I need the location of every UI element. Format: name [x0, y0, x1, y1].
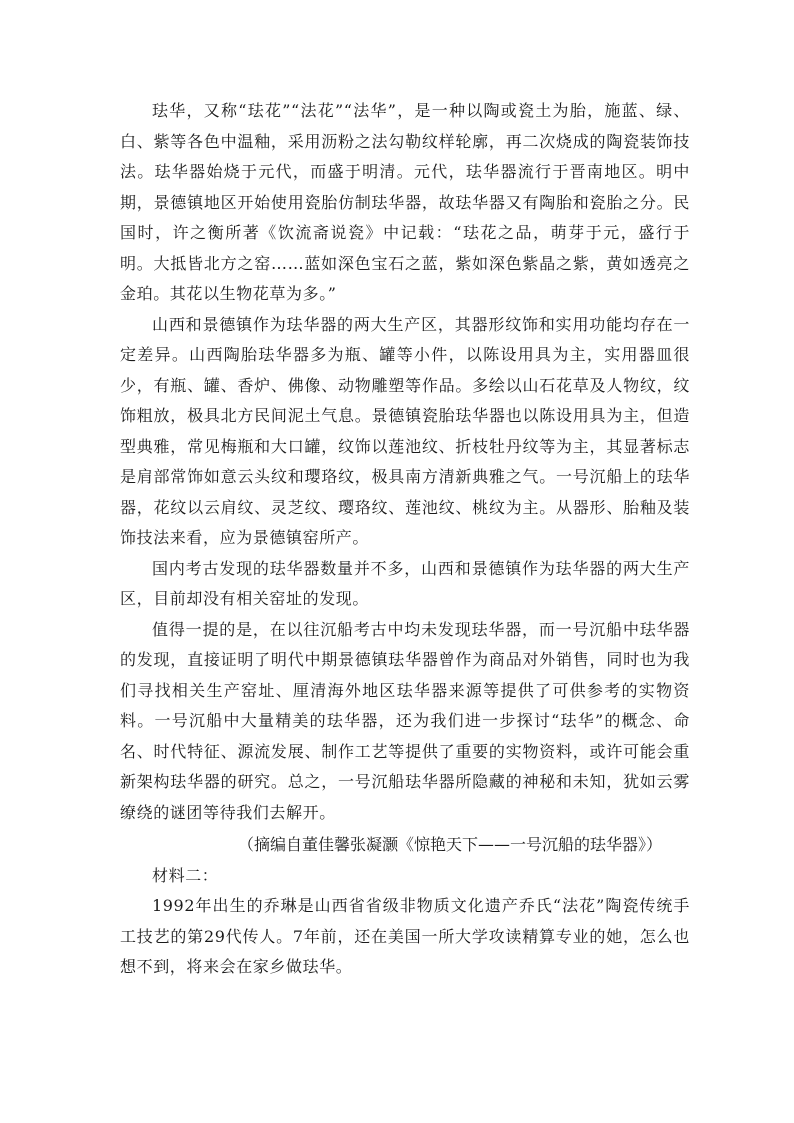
article-body [120, 96, 690, 983]
paragraph-4: 值得一提的是，在以往沉船考古中均未发现珐华器，而一号沉船中珐华器的发现，直接证明了明代中期景德镇珐华器曾作为商品对外销售，同时也为我们寻找相关生产窑址、厘清海外地区珐华器来源等提供了可供参考的实物资料。一号沉船中大量精美的珐华器，还为我们进一步探讨“珐华”的概念、命名、时代特征、源流发展、制作工艺等提供了重要的实物资料，或许可能会重新架构珐华器的研究。总之，一号沉船珐华器所隐藏的神秘和未知，犹如云雾缭绕的谜团等待我们去解开。 [120, 619, 690, 822]
paragraph-1: 珐华，又称“珐花”“法花”“法华”，是一种以陶或瓷土为胎，施蓝、绿、白、紫等各色中温釉，采用沥粉之法勾勒纹样轮廓，再二次烧成的陶瓷装饰技法。珐华器始烧于元代，而盛于明清。元代，珐华器流行于晋南地区。明中期，景德镇地区开始使用瓷胎仿制珐华器，故珐华器又有陶胎和瓷胎之分。民国时，许之衡所著《饮流斋说瓷》中记载：“珐花之品，萌芽于元，盛行于明。大抵皆北方之窑……蓝如深色宝石之蓝，紫如深色紫晶之紫，黄如透亮之金珀。其花以生物花草为多。” [120, 101, 690, 303]
paragraph-3: 国内考古发现的珐华器数量并不多，山西和景德镇作为珐华器的两大生产区，目前却没有相关窑址的发现。 [120, 558, 690, 608]
material-paragraph: 1992年出生的乔琳是山西省省级非物质文化遗产乔氏“法花”陶瓷传统手工技艺的第29代传人。7年前，还在美国一所大学攻读精算专业的她，怎么也想不到，将来会在家乡做珐华。 [120, 896, 690, 976]
source-citation: （摘编自董佳馨张凝灏《惊艳天下——一号沉船的珐华器》） [237, 835, 662, 854]
material-label: 材料二： [152, 865, 219, 885]
paragraph-2: 山西和景德镇作为珐华器的两大生产区，其器形纹饰和实用功能均存在一定差异。山西陶胎珐华器多为瓶、罐等小件，以陈设用具为主，实用器皿很少，有瓶、罐、香炉、佛像、动物雕塑等作品。多绘以山石花草及人物纹，纹饰粗放，极具北方民间泥土气息。景德镇瓷胎珐华器也以陈设用具为主，但造型典雅，常见梅瓶和大口罐，纹饰以莲池纹、折枝牡丹纹等为主，其显著标志是肩部常饰如意云头纹和璎珞纹，极具南方清新典雅之气。一号沉船上的珐华器，花纹以云肩纹、灵芝纹、璎珞纹、莲池纹、桃纹为主。从器形、胎釉及装饰技法来看，应为景德镇窑所产。 [120, 314, 690, 547]
